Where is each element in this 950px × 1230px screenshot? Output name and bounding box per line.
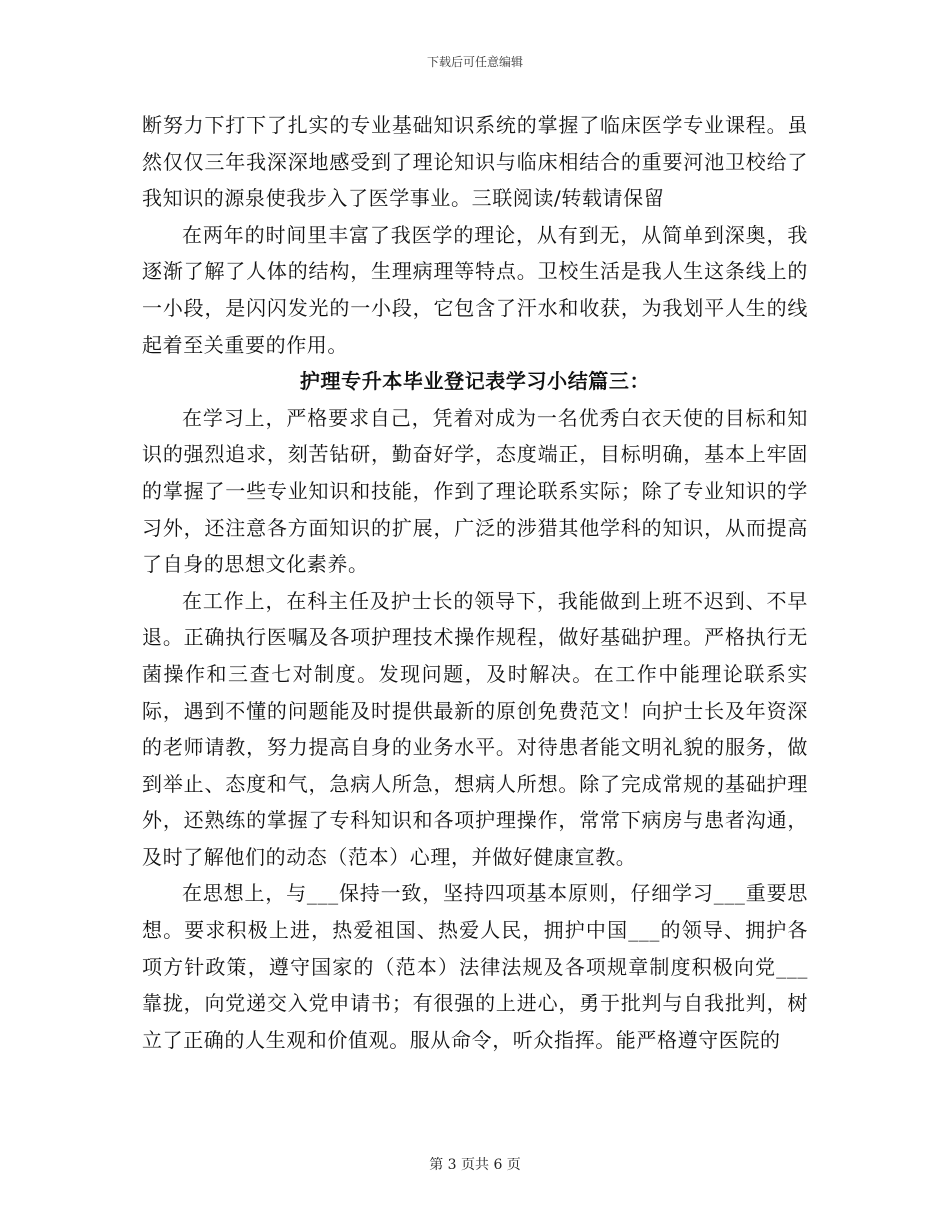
document-body [142,107,808,1058]
paragraph: 在两年的时间里丰富了我医学的理论，从有到无，从简单到深奥，我逐渐了解了人体的结构，生理病理等特点。卫校生活是我人生这条线上的一小段，是闪闪发光的一小段，它包含了汗水和收获，为我划平人生的线起着至关重要的作用。 [142,222,808,357]
paragraph-work: 在工作上，在科主任及护士长的领导下，我能做到上班不迟到、不早退。正确执行医嘱及各项护理技术操作规程，做好基础护理。严格执行无菌操作和三查七对制度。发现问题，及时解决。在工作中能理论联系实际，遇到不懂的问题能及时提供最新的原创免费范文！向护士长及年资深的老师请教，努力提高自身的业务水平。对待患者能文明礼貌的服务，做到举止、态度和气，急病人所急，想病人所想。除了完成常规的基础护理外，还熟练的掌握了专科知识和各项护理操作，常常下病房与患者沟通，及时了解他们的动态（范本）心理，并做好健康宣教。 [142,588,808,869]
section-title: 护理专升本毕业登记表学习小结篇三： [299,369,651,394]
paragraph-thought: 在思想上，与___保持一致，坚持四项基本原则，仔细学习___重要思想。要求积极上进，热爱祖国、热爱人民，拥护中国___的领导、拥护各项方针政策，遵守国家的（范本）法律法规及各项规章制度积极向党___靠拢，向党递交入党申请书；有很强的上进心，勇于批判与自我批判，树立了正确的人生观和价值观。服从命令，听众指挥。能严格遵守医院的 [142,881,808,1052]
paragraph-study: 在学习上，严格要求自己，凭着对成为一名优秀白衣天使的目标和知识的强烈追求，刻苦钻研，勤奋好学，态度端正，目标明确，基本上牢固的掌握了一些专业知识和技能，作到了理论联系实际；除了专业知识的学习外，还注意各方面知识的扩展，广泛的涉猎其他学科的知识，从而提高了自身的思想文化素养。 [142,405,808,577]
paragraph-continued: 断努力下打下了扎实的专业基础知识系统的掌握了临床医学专业课程。虽然仅仅三年我深深地感受到了理论知识与临床相结合的重要河池卫校给了我知识的源泉使我步入了医学事业。三联阅读/转载请保留 [142,113,808,211]
header-note: 下载后可任意编辑 [426,55,523,69]
page-number-footer: 第 3 页共 6 页 [429,1157,521,1173]
